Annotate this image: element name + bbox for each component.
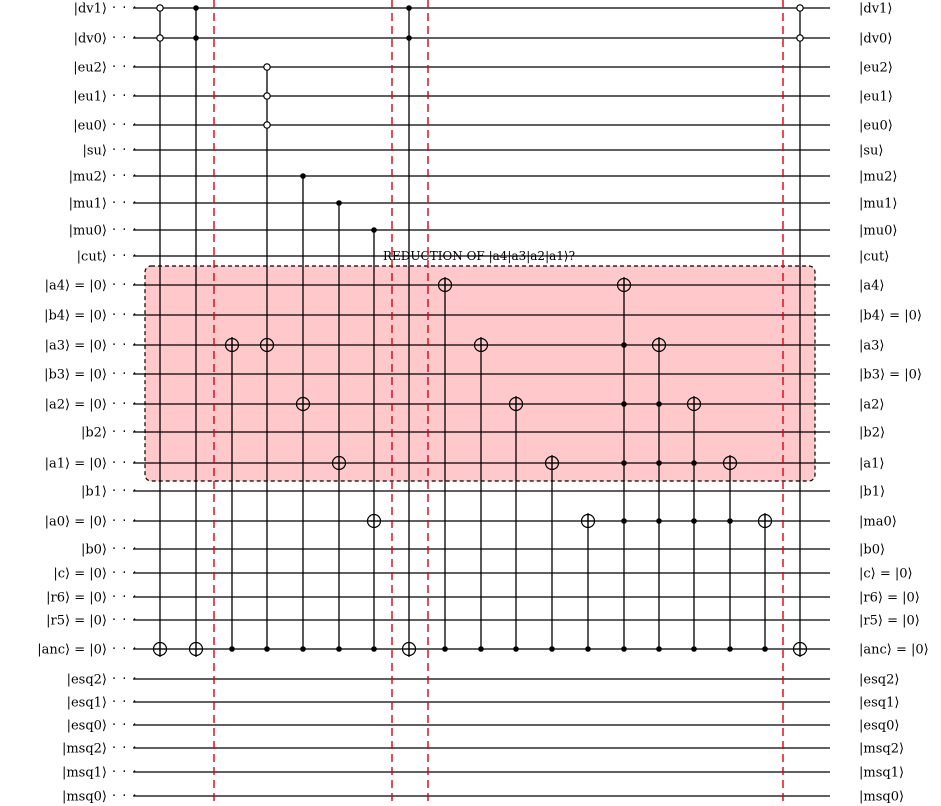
input-label-msq0: |msq0⟩: [61, 789, 107, 805]
gate-12: [546, 455, 559, 652]
ellipsis-b2: · · ·: [112, 425, 138, 440]
input-label-cut: |cut⟩: [76, 249, 107, 265]
ellipsis-dv0: · · ·: [112, 31, 138, 46]
input-label-eu2: |eu2⟩: [73, 60, 107, 76]
gate-2-control-dv0: [193, 35, 199, 41]
gate-1-open-control-dv1: [157, 5, 163, 11]
input-label-mu1: |mu1⟩: [68, 196, 107, 212]
output-label-eu0: |eu0⟩: [859, 118, 893, 134]
gate-2-target-anc: [190, 643, 203, 656]
input-label-mu0: |mu0⟩: [68, 223, 107, 239]
gate-17-control-a0: [727, 518, 733, 524]
output-label-b1: |b1⟩: [859, 484, 886, 500]
gate-14-control-anc: [621, 646, 627, 652]
gate-8-control-dv0: [406, 35, 412, 41]
input-label-dv0: |dv0⟩: [73, 31, 107, 47]
ellipsis-msq0: · · ·: [112, 789, 138, 804]
gate-13: [582, 513, 595, 652]
gate-15-target-a3: [653, 339, 666, 352]
gate-13-control-anc: [585, 646, 591, 652]
gate-7-control-mu0: [371, 227, 377, 233]
ellipsis-mu1: · · ·: [112, 196, 138, 211]
input-label-esq0: |esq0⟩: [66, 718, 107, 734]
output-label-eu1: |eu1⟩: [859, 89, 893, 105]
gate-16-control-anc: [691, 646, 697, 652]
gate-15-control-a2: [656, 401, 662, 407]
gate-14-control-a3: [621, 342, 627, 348]
gate-4-control-anc: [264, 646, 270, 652]
input-label-su: |su⟩: [82, 143, 107, 159]
input-label-r6: |r6⟩ = |0⟩: [46, 590, 107, 606]
gate-5-target-a2: [297, 398, 310, 411]
output-label-su: |su⟩: [859, 143, 884, 159]
gate-16-target-a2: [688, 398, 701, 411]
gate-15-control-a0: [656, 518, 662, 524]
gate-13-target-a0: [582, 515, 595, 528]
gate-6-control-anc: [336, 646, 342, 652]
gate-4-open-control-eu0: [264, 122, 270, 128]
output-label-esq2: |esq2⟩: [859, 672, 900, 688]
ellipsis-r5: · · ·: [112, 613, 138, 628]
ellipsis-b0: · · ·: [112, 542, 138, 557]
gate-7-target-a0: [368, 515, 381, 528]
input-label-a4: |a4⟩ = |0⟩: [44, 278, 107, 294]
gate-12-target-a1: [546, 457, 559, 470]
output-label-mu0: |mu0⟩: [859, 223, 898, 239]
output-label-b4: |b4⟩ = |0⟩: [859, 308, 922, 324]
output-label-mu2: |mu2⟩: [859, 169, 898, 185]
gate-6-control-mu1: [336, 200, 342, 206]
input-label-esq1: |esq1⟩: [66, 695, 107, 711]
gate-17: [724, 455, 737, 652]
gate-8-control-dv1: [406, 5, 412, 11]
ellipsis-cut: · · ·: [112, 249, 138, 264]
gate-17-target-a1: [724, 457, 737, 470]
input-label-b2: |b2⟩: [80, 425, 107, 441]
ellipsis-a4: · · ·: [112, 278, 138, 293]
gate-19-open-control-dv0: [797, 35, 803, 41]
ellipsis-b3: · · ·: [112, 367, 138, 382]
output-label-b2: |b2⟩: [859, 425, 886, 441]
output-label-msq0: |msq0⟩: [859, 789, 905, 805]
reduction-annotation: REDUCTION OF |a4|a3|a2|a1⟩?: [382, 249, 576, 263]
ellipsis-msq1: · · ·: [112, 765, 138, 780]
input-label-b4: |b4⟩ = |0⟩: [44, 308, 107, 324]
gate-10-control-anc: [478, 646, 484, 652]
ellipsis-eu0: · · ·: [112, 118, 138, 133]
ellipsis-mu2: · · ·: [112, 169, 138, 184]
gate-16-control-a1: [691, 460, 697, 466]
gate-17-control-anc: [727, 646, 733, 652]
ellipsis-a1: · · ·: [112, 456, 138, 471]
input-label-c: |c⟩ = |0⟩: [53, 566, 107, 582]
gate-9-control-anc: [442, 646, 448, 652]
input-label-eu0: |eu0⟩: [73, 118, 107, 134]
ellipsis-esq2: · · ·: [112, 672, 138, 687]
output-label-msq2: |msq2⟩: [859, 741, 905, 757]
gate-5-control-anc: [300, 646, 306, 652]
gate-6-target-a1: [333, 457, 346, 470]
output-label-esq1: |esq1⟩: [859, 695, 900, 711]
gate-18-control-anc: [762, 646, 768, 652]
ellipsis-c: · · ·: [112, 566, 138, 581]
gate-1-target-anc: [154, 643, 167, 656]
gate-3-control-anc: [229, 646, 235, 652]
ellipsis-su: · · ·: [112, 143, 138, 158]
gate-2-control-dv1: [193, 5, 199, 11]
output-label-a3: |a3⟩: [859, 338, 885, 354]
gate-16-control-a0: [691, 518, 697, 524]
gate-18: [759, 513, 772, 652]
gate-15-control-anc: [656, 646, 662, 652]
output-label-b3: |b3⟩ = |0⟩: [859, 367, 922, 383]
output-label-c: |c⟩ = |0⟩: [859, 566, 913, 582]
ellipsis-dv1: · · ·: [112, 1, 138, 16]
gate-3-target-a3: [226, 339, 239, 352]
input-label-a2: |a2⟩ = |0⟩: [44, 397, 107, 413]
gate-14-control-a2: [621, 401, 627, 407]
gate-14-control-a0: [621, 518, 627, 524]
output-label-a2: |a2⟩: [859, 397, 885, 413]
gate-14-target-a4: [618, 279, 631, 292]
gate-19-target-anc: [794, 643, 807, 656]
ellipsis-esq0: · · ·: [112, 718, 138, 733]
gate-11-target-a2: [510, 398, 523, 411]
output-label-a0: |ma0⟩: [859, 514, 897, 530]
input-label-a1: |a1⟩ = |0⟩: [44, 456, 107, 472]
gate-12-control-anc: [549, 646, 555, 652]
ellipsis-a3: · · ·: [112, 338, 138, 353]
input-label-b3: |b3⟩ = |0⟩: [44, 367, 107, 383]
output-label-esq0: |esq0⟩: [859, 718, 900, 734]
input-label-b1: |b1⟩: [80, 484, 107, 500]
ellipsis-b1: · · ·: [112, 484, 138, 499]
ellipsis-b4: · · ·: [112, 308, 138, 323]
input-label-dv1: |dv1⟩: [73, 1, 107, 17]
gate-14-control-a1: [621, 460, 627, 466]
ellipsis-esq1: · · ·: [112, 695, 138, 710]
input-label-a3: |a3⟩ = |0⟩: [44, 338, 107, 354]
output-label-anc: |anc⟩ = |0⟩: [859, 642, 929, 658]
gate-10-target-a3: [475, 339, 488, 352]
output-label-dv0: |dv0⟩: [859, 31, 893, 47]
output-label-cut: |cut⟩: [859, 249, 890, 265]
input-label-mu2: |mu2⟩: [68, 169, 107, 185]
input-label-msq1: |msq1⟩: [61, 765, 107, 781]
gate-19-open-control-dv1: [797, 5, 803, 11]
output-label-a1: |a1⟩: [859, 456, 885, 472]
input-label-msq2: |msq2⟩: [61, 741, 107, 757]
gate-4-open-control-eu1: [264, 93, 270, 99]
gate-18-target-a0: [759, 515, 772, 528]
output-label-b0: |b0⟩: [859, 542, 886, 558]
output-label-a4: |a4⟩: [859, 278, 885, 294]
input-label-anc: |anc⟩ = |0⟩: [37, 642, 107, 658]
gate-15-control-a1: [656, 460, 662, 466]
ellipsis-mu0: · · ·: [112, 223, 138, 238]
input-label-esq2: |esq2⟩: [66, 672, 107, 688]
output-label-r5: |r5⟩ = |0⟩: [859, 613, 920, 629]
ellipsis-eu1: · · ·: [112, 89, 138, 104]
input-label-eu1: |eu1⟩: [73, 89, 107, 105]
input-label-r5: |r5⟩ = |0⟩: [46, 613, 107, 629]
input-label-a0: |a0⟩ = |0⟩: [44, 514, 107, 530]
output-label-dv1: |dv1⟩: [859, 1, 893, 17]
gate-8-target-anc: [403, 643, 416, 656]
gate-5-control-mu2: [300, 173, 306, 179]
gate-9-target-a4: [439, 279, 452, 292]
ellipsis-anc: · · ·: [112, 642, 138, 657]
ellipsis-msq2: · · ·: [112, 741, 138, 756]
output-label-msq1: |msq1⟩: [859, 765, 905, 781]
gate-4-open-control-eu2: [264, 64, 270, 70]
ellipsis-a2: · · ·: [112, 397, 138, 412]
output-label-eu2: |eu2⟩: [859, 60, 893, 76]
gate-11-control-anc: [513, 646, 519, 652]
input-label-b0: |b0⟩: [80, 542, 107, 558]
ellipsis-a0: · · ·: [112, 514, 138, 529]
gate-7-control-anc: [371, 646, 377, 652]
output-label-r6: |r6⟩ = |0⟩: [859, 590, 920, 606]
gate-4-target-a3: [261, 339, 274, 352]
ellipsis-r6: · · ·: [112, 590, 138, 605]
output-label-mu1: |mu1⟩: [859, 196, 898, 212]
gate-1-open-control-dv0: [157, 35, 163, 41]
ellipsis-eu2: · · ·: [112, 60, 138, 75]
